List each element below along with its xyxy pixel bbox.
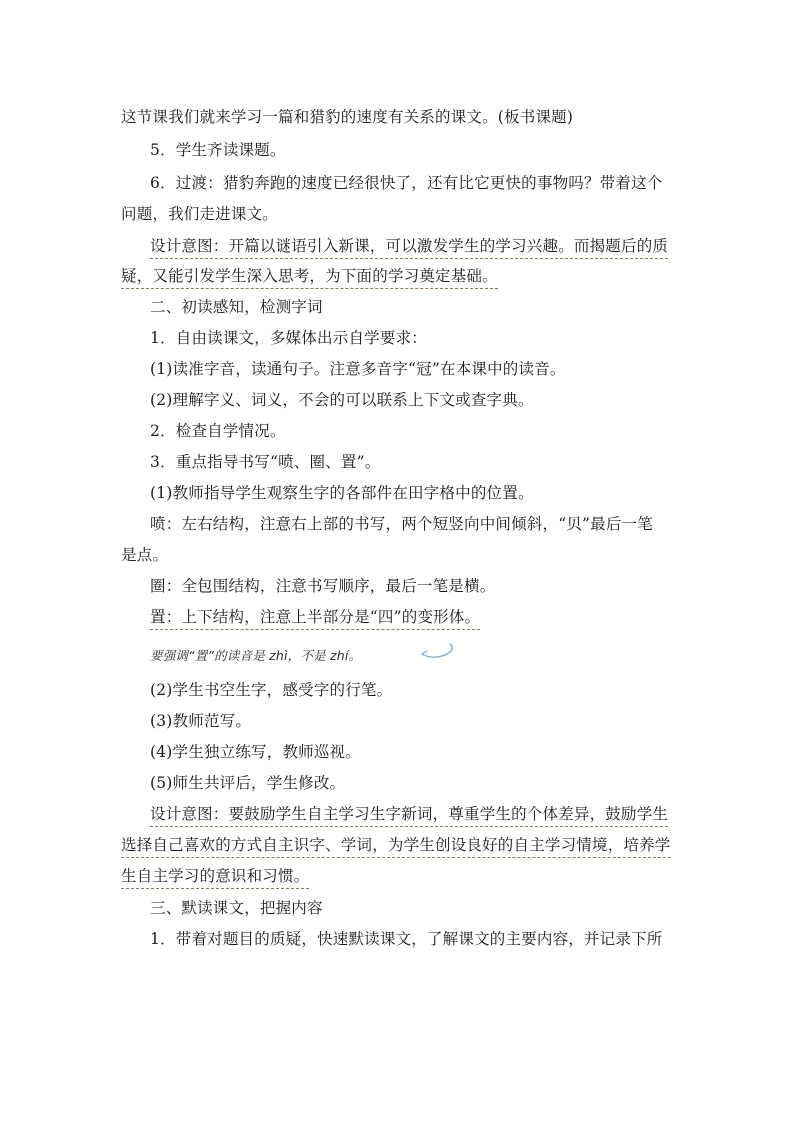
design-intent-line: 设计意图：开篇以谜语引入新课，可以激发学生的学习兴趣。而揭题后的质: [150, 236, 668, 259]
text-line: 3．重点指导书写“喷、圈、置”。: [150, 453, 381, 471]
text-line: 这节课我们就来学习一篇和猎豹的速度有关系的课文。(板书课题): [121, 108, 574, 126]
text-line: (5)师生共评后，学生修改。: [150, 774, 346, 792]
text-line-underlined: 置：上下结构，注意上半部分是“四”的变形体。: [150, 607, 480, 630]
text-line: 圈：全包围结构，注意书写顺序，最后一笔是横。: [150, 577, 496, 595]
design-intent-line: 疑，又能引发学生深入思考，为下面的学习奠定基础。: [121, 266, 498, 289]
text-line: (4)学生独立练写，教师巡视。: [150, 743, 361, 761]
text-line: (3)教师范写。: [150, 712, 252, 730]
text-line: 6．过渡：猎豹奔跑的速度已经很快了，还有比它更快的事物吗？带着这个: [150, 174, 663, 192]
section-heading: 三、默读课文，把握内容: [150, 899, 323, 917]
note-arrow-icon: [420, 640, 456, 662]
text-line: 是点。: [121, 546, 169, 564]
text-line: 2．检查自学情况。: [150, 422, 286, 440]
text-line: 问题，我们走进课文。: [121, 205, 279, 223]
text-line: 5．学生齐读课题。: [150, 141, 286, 159]
text-line: (1)读准字音，读通句子。注意多音字“冠”在本课中的读音。: [150, 360, 566, 378]
section-heading: 二、初读感知，检测字词: [150, 298, 323, 316]
text-line: (1)教师指导学生观察生字的各部件在田字格中的位置。: [150, 484, 534, 502]
design-intent-line: 选择自己喜欢的方式自主识字、学词，为学生创设良好的自主学习情境，培养学: [121, 835, 671, 858]
design-intent-line: 设计意图：要鼓励学生自主学习生字新词，尊重学生的个体差异，鼓励学生: [150, 804, 668, 827]
design-intent-line: 生自主学习的意识和习惯。: [121, 866, 309, 889]
text-line: 喷：左右结构，注意右上部的书写，两个短竖向中间倾斜，“贝”最后一笔: [150, 515, 653, 533]
text-line: 1．带着对题目的质疑，快速默读课文，了解课文的主要内容，并记录下所: [150, 930, 663, 948]
text-line: (2)学生书空生字，感受字的行笔。: [150, 681, 393, 699]
text-line: 1．自由读课文，多媒体出示自学要求：: [150, 329, 427, 347]
handwritten-note: 要强调“置”的读音是 zhì，不是 zhí。: [150, 648, 362, 663]
text-line: (2)理解字义、词义，不会的可以联系上下文或查字典。: [150, 391, 534, 409]
